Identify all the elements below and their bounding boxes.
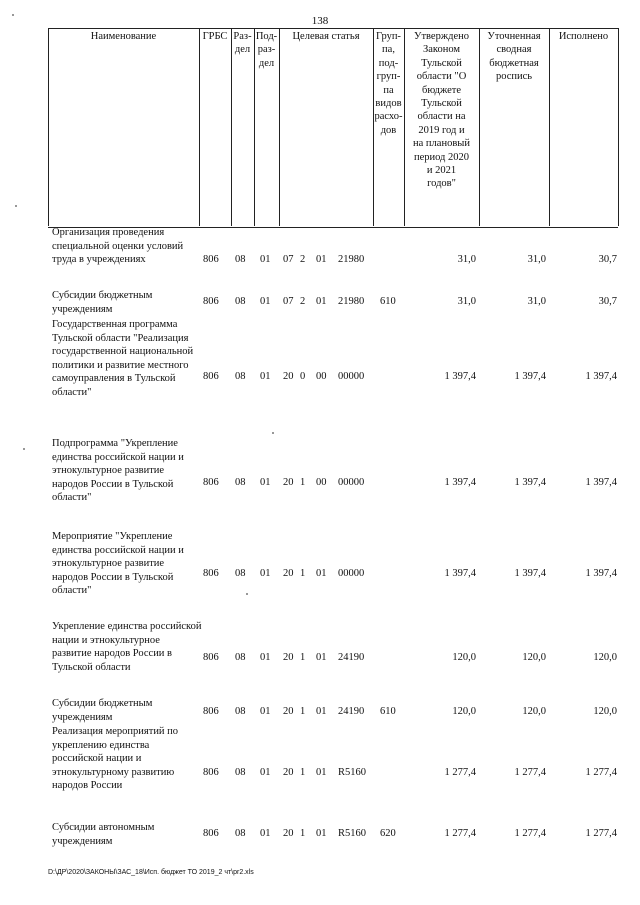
row-6-cs1: 20	[283, 652, 294, 663]
row-5-grbs: 806	[203, 568, 219, 579]
row-5-pr: 01	[260, 568, 271, 579]
row-7-rz: 08	[235, 706, 246, 717]
row-1-name: Организация проведения специальной оценки условий труда в учреждениях	[52, 227, 184, 266]
row-3-executed: 1 397,4	[585, 371, 617, 382]
row-9-cs1: 20	[283, 828, 294, 839]
row-4-grbs: 806	[203, 477, 219, 488]
row-8-rz: 08	[235, 767, 246, 778]
scan-speck	[15, 205, 17, 207]
row-6-grbs: 806	[203, 652, 219, 663]
row-3-approved: 1 397,4	[444, 371, 476, 382]
scan-speck	[12, 14, 14, 16]
row-5-executed: 1 397,4	[585, 568, 617, 579]
row-1-executed: 30,7	[598, 254, 617, 265]
row-9-cs4: R5160	[338, 828, 367, 839]
row-2-cs4: 21980	[338, 296, 365, 307]
row-3-cs2: 0	[300, 371, 306, 382]
row-1-grbs: 806	[203, 254, 219, 265]
row-7-pr: 01	[260, 706, 271, 717]
row-9-cs3: 01	[316, 828, 327, 839]
row-9-grbs: 806	[203, 828, 219, 839]
row-7-refined: 120,0	[522, 706, 546, 717]
row-4-cs3: 00	[316, 477, 327, 488]
header-approved: Утверждено Законом Тульской области "О бюджете Тульской области на 2019 год и на плановый период 2020 и 2021 годов"	[413, 31, 470, 190]
header-target: Целевая статья	[292, 31, 360, 42]
row-2-executed: 30,7	[598, 296, 617, 307]
row-8-name: Реализация мероприятий по укреплению единства российской нации и этнокультурному развитию народов России	[52, 726, 179, 792]
row-7-cs2: 1	[300, 706, 306, 717]
row-7-executed: 120,0	[593, 706, 617, 717]
row-2-cs1: 07	[283, 296, 294, 307]
col-rule	[549, 28, 550, 226]
row-8-approved: 1 277,4	[444, 767, 476, 778]
scan-speck	[246, 593, 248, 595]
row-6-cs3: 01	[316, 652, 327, 663]
row-9-approved: 1 277,4	[444, 828, 476, 839]
col-rule	[231, 28, 232, 226]
row-8-cs1: 20	[283, 767, 294, 778]
col-rule	[48, 28, 49, 226]
row-4-pr: 01	[260, 477, 271, 488]
header-refined: Уточненная сводная бюджетная роспись	[487, 31, 541, 83]
row-2-pr: 01	[260, 296, 271, 307]
row-1-cs1: 07	[283, 254, 294, 265]
row-9-vr: 620	[380, 828, 396, 839]
row-6-rz: 08	[235, 652, 246, 663]
row-4-cs2: 1	[300, 477, 306, 488]
page-number: 138	[311, 15, 329, 27]
row-9-name: Субсидии автономным учреждениям	[52, 822, 155, 847]
row-4-executed: 1 397,4	[585, 477, 617, 488]
header-vid: Груп- па, под- груп- па видов расхо- дов	[374, 31, 403, 136]
scan-speck	[23, 448, 25, 450]
row-4-rz: 08	[235, 477, 246, 488]
header-podrazdel: Под- раз- дел	[255, 31, 278, 69]
row-8-cs4: R5160	[338, 767, 367, 778]
row-3-refined: 1 397,4	[514, 371, 546, 382]
row-9-cs2: 1	[300, 828, 306, 839]
row-4-cs4: 00000	[338, 477, 365, 488]
header-grbs: ГРБС	[202, 31, 228, 42]
row-7-cs4: 24190	[338, 706, 365, 717]
row-6-executed: 120,0	[593, 652, 617, 663]
row-2-cs2: 2	[300, 296, 306, 307]
row-8-cs3: 01	[316, 767, 327, 778]
col-rule	[279, 28, 280, 226]
row-7-grbs: 806	[203, 706, 219, 717]
row-1-approved: 31,0	[457, 254, 476, 265]
row-2-rz: 08	[235, 296, 246, 307]
row-4-name: Подпрограмма "Укрепление единства российской нации и этнокультурное развитие народов России в Тульской области"	[52, 438, 184, 504]
header-name: Наименование	[90, 31, 157, 42]
row-3-cs1: 20	[283, 371, 294, 382]
row-9-pr: 01	[260, 828, 271, 839]
row-3-name: Государственная программа Тульской области "Реализация государственной национальной политики и развитие местного самоуправления в Тульской области"	[52, 319, 194, 398]
row-4-cs1: 20	[283, 477, 294, 488]
row-2-refined: 31,0	[527, 296, 546, 307]
row-6-pr: 01	[260, 652, 271, 663]
row-5-rz: 08	[235, 568, 246, 579]
row-5-name: Мероприятие "Укрепление единства российской нации и этнокультурное развитие народов России в Тульской области"	[52, 531, 184, 597]
row-1-cs4: 21980	[338, 254, 365, 265]
row-2-grbs: 806	[203, 296, 219, 307]
scan-speck	[272, 432, 274, 434]
row-3-cs4: 00000	[338, 371, 365, 382]
row-1-refined: 31,0	[527, 254, 546, 265]
row-5-refined: 1 397,4	[514, 568, 546, 579]
row-1-cs3: 01	[316, 254, 327, 265]
row-7-vr: 610	[380, 706, 396, 717]
row-7-approved: 120,0	[452, 706, 476, 717]
row-8-pr: 01	[260, 767, 271, 778]
row-1-pr: 01	[260, 254, 271, 265]
row-8-grbs: 806	[203, 767, 219, 778]
header-razdel: Раз- дел	[233, 31, 252, 56]
row-6-cs4: 24190	[338, 652, 365, 663]
row-5-cs4: 00000	[338, 568, 365, 579]
row-7-cs1: 20	[283, 706, 294, 717]
row-8-cs2: 1	[300, 767, 306, 778]
row-3-pr: 01	[260, 371, 271, 382]
row-3-cs3: 00	[316, 371, 327, 382]
row-5-cs1: 20	[283, 568, 294, 579]
row-3-rz: 08	[235, 371, 246, 382]
row-2-approved: 31,0	[457, 296, 476, 307]
row-9-refined: 1 277,4	[514, 828, 546, 839]
row-1-cs2: 2	[300, 254, 306, 265]
row-6-refined: 120,0	[522, 652, 546, 663]
row-6-name: Укрепление единства российской нации и этнокультурное развитие народов России в Тульской области	[52, 621, 202, 673]
row-5-cs2: 1	[300, 568, 306, 579]
col-rule	[199, 28, 200, 226]
row-8-refined: 1 277,4	[514, 767, 546, 778]
row-5-cs3: 01	[316, 568, 327, 579]
row-5-approved: 1 397,4	[444, 568, 476, 579]
row-6-approved: 120,0	[452, 652, 476, 663]
row-4-refined: 1 397,4	[514, 477, 546, 488]
row-3-grbs: 806	[203, 371, 219, 382]
file-path-footer: D:\ДР\2020\ЗАКОНЫ\ЗАС_18\Исп. бюджет ТО 2019_2 чт\pr2.xls	[48, 869, 254, 876]
row-8-executed: 1 277,4	[585, 767, 617, 778]
row-2-name: Субсидии бюджетным учреждениям	[52, 290, 153, 315]
row-9-rz: 08	[235, 828, 246, 839]
row-1-rz: 08	[235, 254, 246, 265]
header-executed: Исполнено	[558, 31, 609, 42]
row-2-cs3: 01	[316, 296, 327, 307]
row-7-cs3: 01	[316, 706, 327, 717]
row-9-executed: 1 277,4	[585, 828, 617, 839]
col-rule	[618, 28, 619, 226]
row-4-approved: 1 397,4	[444, 477, 476, 488]
row-7-name: Субсидии бюджетным учреждениям	[52, 698, 153, 723]
row-6-cs2: 1	[300, 652, 306, 663]
row-2-vr: 610	[380, 296, 396, 307]
